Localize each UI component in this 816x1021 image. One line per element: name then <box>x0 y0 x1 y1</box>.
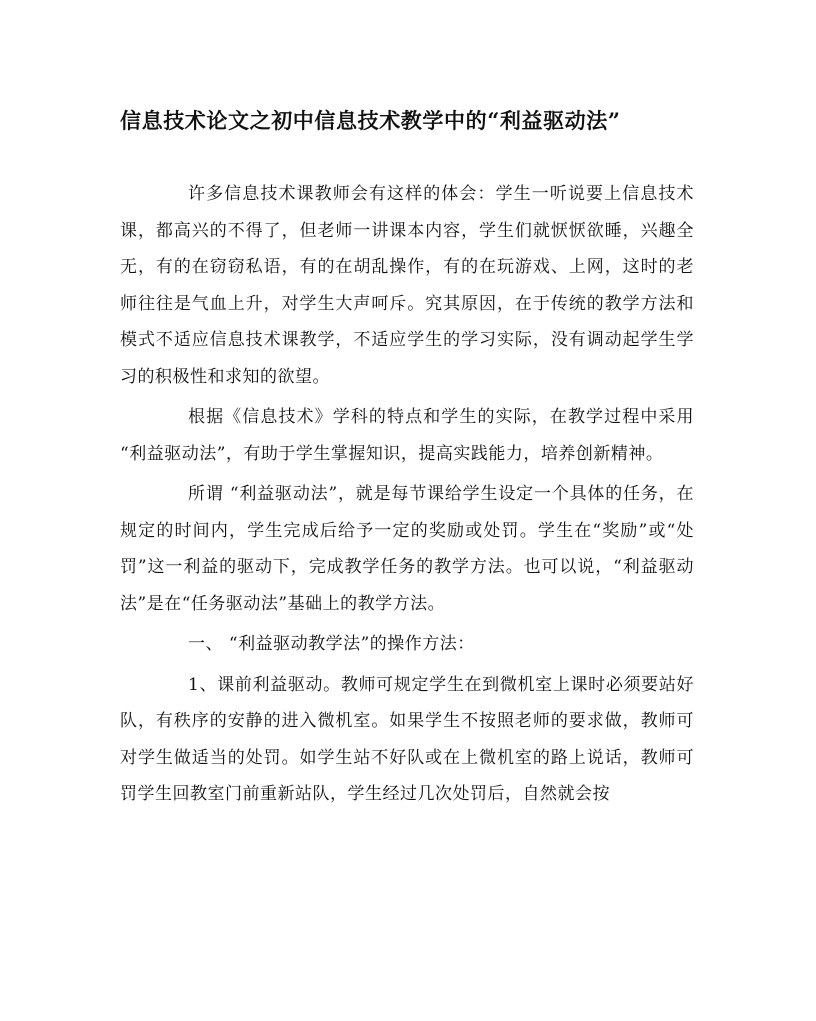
section-heading-operation: 一、 “利益驱动教学法”的操作方法： <box>188 634 475 654</box>
paragraph-intro: 许多信息技术课教师会有这样的体会：学生一听说要上信息技术课，都高兴的不得了，但老师一讲课本内容，学生们就恹恹欲睡，兴趣全无，有的在窃窃私语，有的在胡乱操作，有的在玩游戏、上网，这时的老师往往是气血上升，对学生大声呵斥。究其原因，在于传统的教学方法和模式不适应信息技术课教学，不适应学生的学习实际，没有调动起学生学习的积极性和求知的欲望。 <box>120 184 694 387</box>
paragraph-method-basis: 根据《信息技术》学科的特点和学生的实际，在教学过程中采用 “利益驱动法”，有助于学生掌握知识，提高实践能力，培养创新精神。 <box>120 407 694 464</box>
document-title: 信息技术论文之初中信息技术教学中的“利益驱动法” <box>120 108 621 133</box>
document-body <box>120 176 694 817</box>
paragraph-pre-class: 1、课前利益驱动。教师可规定学生在到微机室上课时必须要站好队，有秩序的安静的进入微机室。如果学生不按照老师的要求做，教师可对学生做适当的处罚。如学生站不好队或在上微机室的路上说话，教师可罚学生回教室门前重新站队，学生经过几次处罚后，自然就会按 <box>120 674 694 804</box>
paragraph-definition: 所谓 “利益驱动法”，就是每节课给学生设定一个具体的任务，在规定的时间内，学生完成后给予一定的奖励或处罚。学生在“奖励”或“处罚”这一利益的驱动下，完成教学任务的教学方法。也可以说，“利益驱动法”是在“任务驱动法”基础上的教学方法。 <box>120 484 694 614</box>
